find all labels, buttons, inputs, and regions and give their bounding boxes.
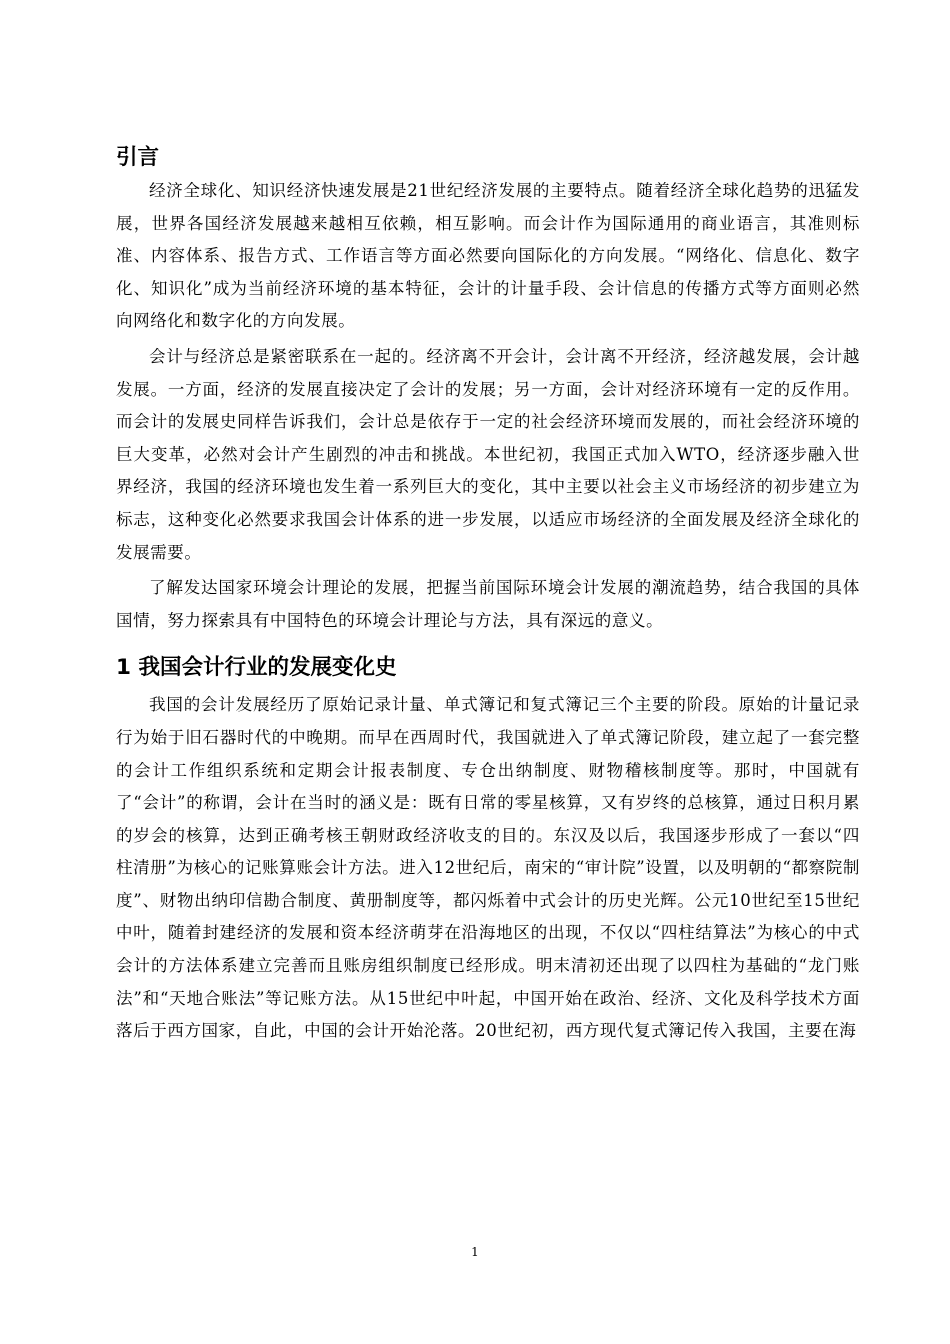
intro-paragraph-1: 经济全球化、知识经济快速发展是21世纪经济发展的主要特点。随着经济全球化趋势的迅猛发展，世界各国经济发展越来越相互依赖，相互影响。而会计作为国际通用的商业语言，其准则标准、内容体系、报告方式、工作语言等方面必然要向国际化的方向发展。“网络化、信息化、数字化、知识化”成为当前经济环境的基本特征，会计的计量手段、会计信息的传播方式等方面则必然向网络化和数字化的方向发展。 <box>116 181 860 331</box>
section-1-paragraph-1: 我国的会计发展经历了原始记录计量、单式簿记和复式簿记三个主要的阶段。原始的计量记录行为始于旧石器时代的中晚期。而早在西周时代，我国就进入了单式簿记阶段，建立起了一套完整的会计工作组织系统和定期会计报表制度、专仓出纳制度、财物稽核制度等。那时，中国就有了“会计”的称谓，会计在当时的涵义是：既有日常的零星核算，又有岁终的总核算，通过日积月累的岁会的核算，达到正确考核王朝财政经济收支的目的。东汉及以后，我国逐步形成了一套以“四柱清册”为核心的记账算账会计方法。进入12世纪后，南宋的“审计院”设置，以及明朝的“都察院制度”、财物出纳印信勘合制度、黄册制度等，都闪烁着中式会计的历史光辉。公元10世纪至15世纪中叶，随着封建经济的发展和资本经济萌芽在沿海地区的出现，不仅以“四柱结算法”为核心的中式会计的方法体系建立完善而且账房组织制度已经形成。明末清初还出现了以四柱为基础的“龙门账法”和“天地合账法”等记账方法。从15世纪中叶起，中国开始在政治、经济、文化及科学技术方面落后于西方国家，自此，中国的会计开始沦落。20世纪初，西方现代复式簿记传入我国，主要在海 <box>116 695 860 1041</box>
page-body <box>116 141 860 1048</box>
intro-heading: 引言 <box>116 145 160 170</box>
intro-paragraph-3: 了解发达国家环境会计理论的发展，把握当前国际环境会计发展的潮流趋势，结合我国的具体国情，努力探索具有中国特色的环境会计理论与方法，具有深远的意义。 <box>116 578 860 630</box>
intro-paragraph-2: 会计与经济总是紧密联系在一起的。经济离不开会计，会计离不开经济，经济越发展，会计越发展。一方面，经济的发展直接决定了会计的发展；另一方面，会计对经济环境有一定的反作用。而会计的发展史同样告诉我们，会计总是依存于一定的社会经济环境而发展的，而社会经济环境的巨大变革，必然对会计产生剧烈的冲击和挑战。本世纪初，我国正式加入WTO，经济逐步融入世界经济，我国的经济环境也发生着一系列巨大的变化，其中主要以社会主义市场经济的初步建立为标志，这种变化必然要求我国会计体系的进一步发展，以适应市场经济的全面发展及经济全球化的发展需要。 <box>116 346 860 562</box>
page-number: 1 <box>471 1245 479 1259</box>
section-1-heading: 1 我国会计行业的发展变化史 <box>116 655 397 681</box>
